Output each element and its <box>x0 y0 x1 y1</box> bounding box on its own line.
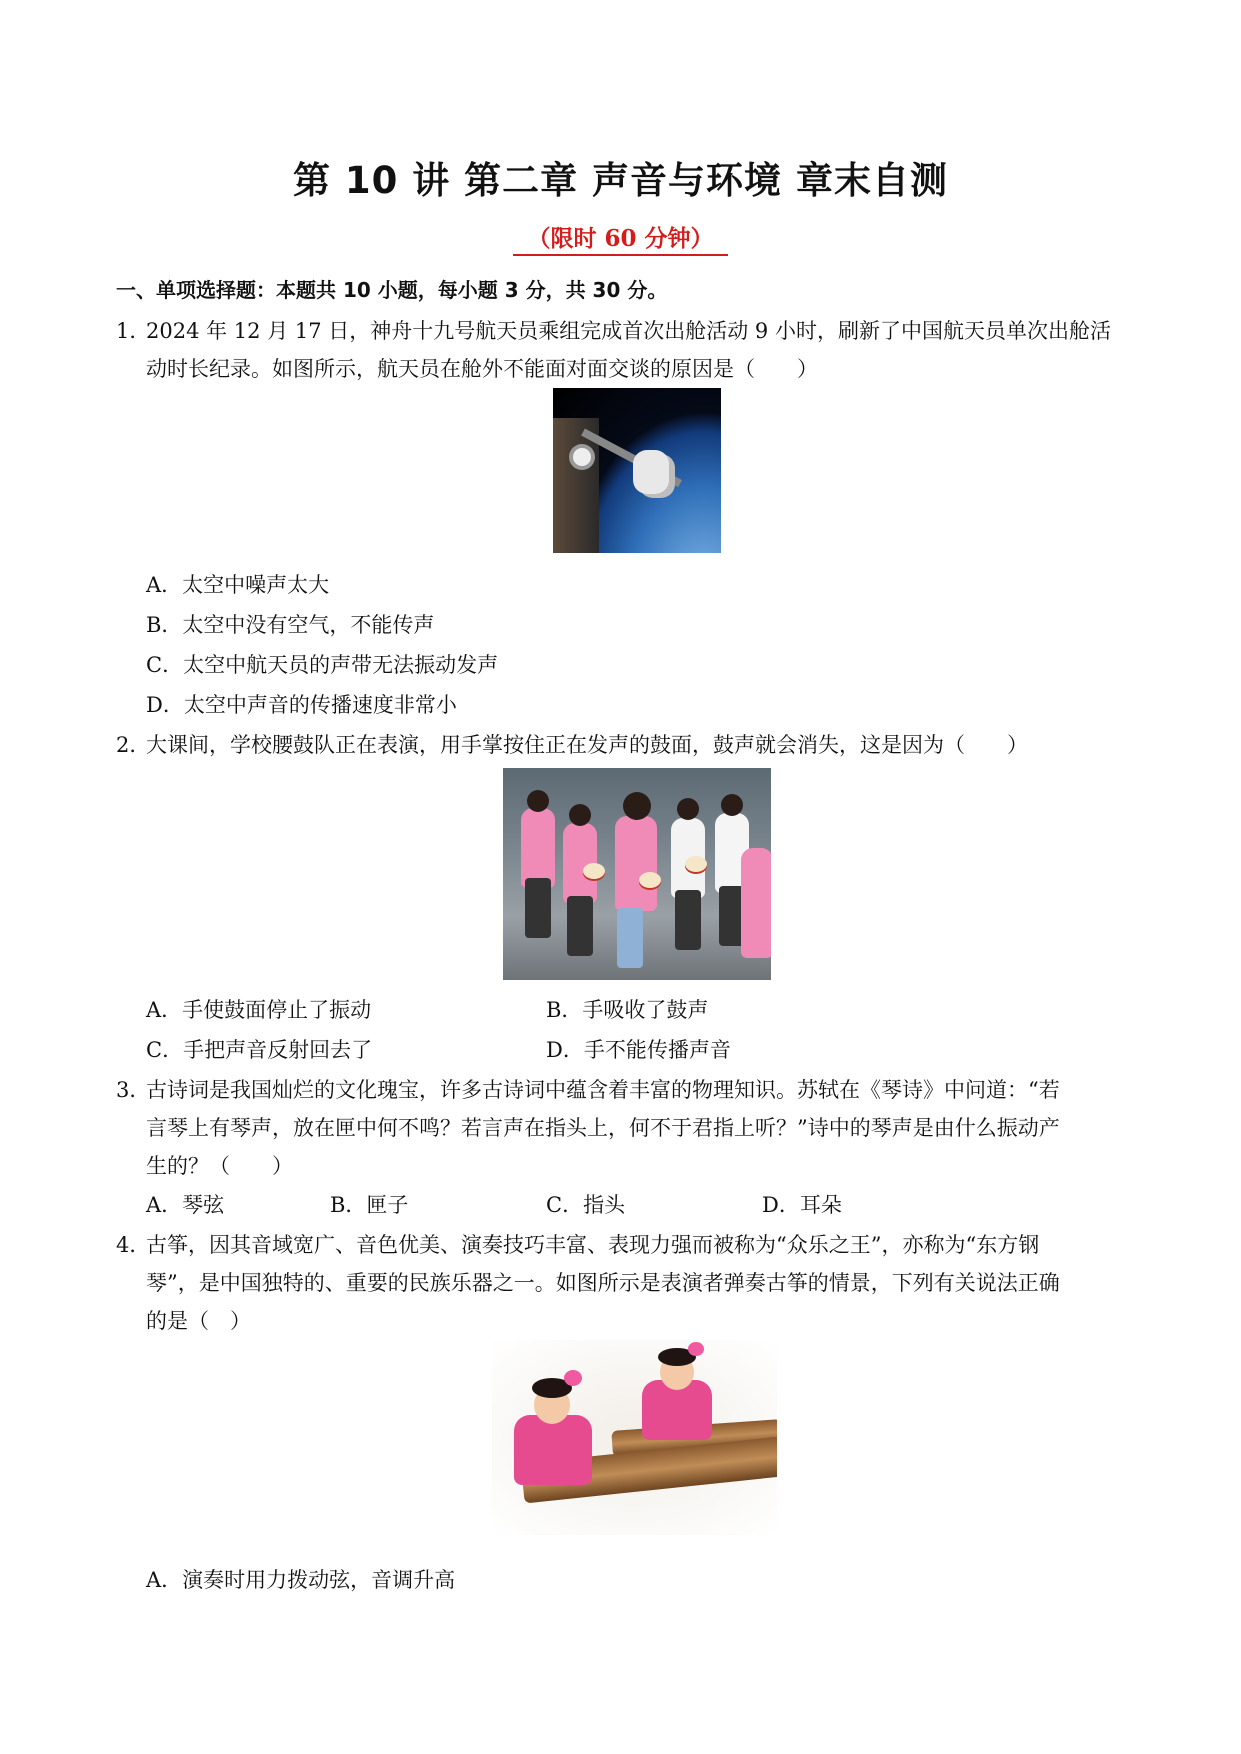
question-text-line: 动时长纪录。如图所示，航天员在舱外不能面对面交谈的原因是（ ） <box>146 357 818 381</box>
question-text-line: 古诗词是我国灿烂的文化瑰宝，许多古诗词中蕴含着丰富的物理知识。苏轼在《琴诗》中问道：“若 <box>146 1078 1060 1102</box>
time-limit <box>0 220 1241 253</box>
question-4 <box>116 1226 1116 1340</box>
option-d: D．太空中声音的传播速度非常小 <box>146 693 457 717</box>
question-1 <box>116 312 1116 388</box>
question-number: 3． <box>116 1078 151 1102</box>
question-text-line: 的是（ ） <box>146 1309 251 1333</box>
option-a: A．演奏时用力拨动弦，音调升高 <box>146 1568 456 1592</box>
option-d: D．耳朵 <box>762 1193 842 1217</box>
section-heading: 一、单项选择题：本题共 10 小题，每小题 3 分，共 30 分。 <box>116 278 668 302</box>
option-c: C．太空中航天员的声带无法振动发声 <box>146 653 499 677</box>
question-number: 2． <box>116 733 151 757</box>
time-limit-text: （限时 60 分钟） <box>513 225 727 256</box>
option-c: C．手把声音反射回去了 <box>146 1038 373 1062</box>
option-c: C．指头 <box>546 1193 626 1217</box>
question-number: 1． <box>116 319 151 343</box>
page-title: 第 10 讲 第二章 声音与环境 章末自测 <box>293 159 948 202</box>
question-2 <box>116 726 1116 764</box>
question-text-line: 生的？（ ） <box>146 1154 293 1178</box>
option-b: B．太空中没有空气，不能传声 <box>146 613 435 637</box>
option-b: B．匣子 <box>330 1193 409 1217</box>
option-d: D．手不能传播声音 <box>546 1038 731 1062</box>
question-text-line: 言琴上有琴声，放在匣中何不鸣？若言声在指头上，何不于君指上听？”诗中的琴声是由什么振动产 <box>146 1116 1060 1140</box>
guzheng-performance-image <box>492 1340 777 1535</box>
drum-team-image <box>503 768 771 980</box>
question-text-line: 大课间，学校腰鼓队正在表演，用手掌按住正在发声的鼓面，鼓声就会消失，这是因为（ ） <box>146 733 1028 757</box>
question-text-line: 2024 年 12 月 17 日，神舟十九号航天员乘组完成首次出舱活动 9 小时，刷新了中国航天员单次出舱活 <box>146 319 1111 343</box>
astronaut-spacewalk-image <box>553 388 721 553</box>
question-number: 4． <box>116 1233 151 1257</box>
question-text-line: 琴”，是中国独特的、重要的民族乐器之一。如图所示是表演者弹奏古筝的情景，下列有关说法正确 <box>146 1271 1060 1295</box>
option-b: B．手吸收了鼓声 <box>546 998 709 1022</box>
question-text-line: 古筝，因其音域宽广、音色优美、演奏技巧丰富、表现力强而被称为“众乐之王”，亦称为“东方钢 <box>146 1233 1040 1257</box>
option-a: A．太空中噪声太大 <box>146 573 330 597</box>
option-a: A．手使鼓面停止了振动 <box>146 998 372 1022</box>
question-3 <box>116 1071 1116 1185</box>
option-a: A．琴弦 <box>146 1193 225 1217</box>
